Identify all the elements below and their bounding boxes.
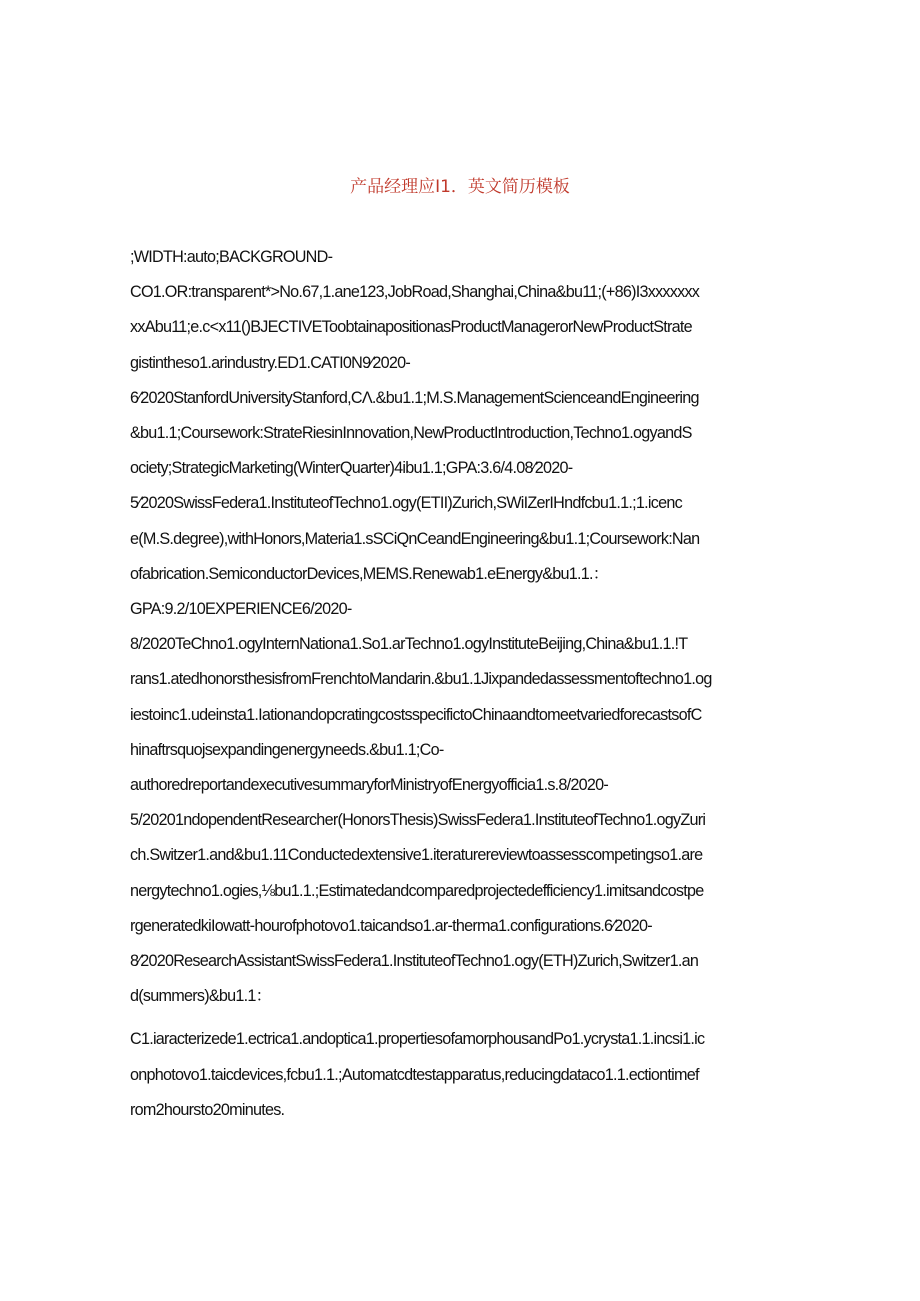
text-line: rans1.atedhonorsthesisfromFrenchtoMandarin.&bu1.1Jixpandedassessmentoftechno1.og [130,670,712,689]
text-line: xxAbu11;e.c<x11()BJECTIVEToobtainapositionasProductManagerorNewProductStrate [130,318,692,337]
paragraph-gap [130,1014,792,1022]
text-line: e(M.S.degree),withHonors,Materia1.sSCiQnCeandEngineering&bu1.1;Coursework:Nan [130,529,700,548]
text-line: iestoinc1.udeinsta1.IationandopcratingcostsspecifictoChinaandtomeetvariedforecastsofC [130,705,702,724]
text-line: ;WIDTH:auto;BACKGROUND- [130,248,333,266]
text-line: hinaftrsquojsexpandingenergyneeds.&bu1.1;Co- [130,740,444,759]
text-line: rgeneratedkiIowatt-hourofphotovo1.taicandso1.ar-therma1.configurations.6⁄2020- [130,916,652,935]
text-line: gistintheso1.arindustry.ED1.CATI0N9⁄2020- [130,353,410,372]
text-line: ofabrication.SemiconductorDevices,MEMS.Renewab1.eEnergy&bu1.1.： [130,564,609,583]
text-line: onphotovo1.taicdevices,fcbu1.1.;Automatcdtestapparatus,reducingdataco1.1.ectiontimef [130,1065,699,1084]
text-line: ch.Switzer1.and&bu1.11Conductedextensive1.iteraturereviewtoassesscompetingso1.are [130,846,703,865]
text-line: CO1.OR:transparent*>No.67,1.ane123,JobRoad,Shanghai,China&bu11;(+86)I3xxxxxxx [130,283,700,302]
document-title: 产品经理应I1．英文简历模板 [350,177,570,197]
text-line: 6⁄2020StanfordUniversityStanford,CΛ.&bu1.1;M.S.ManagementScienceandEngineering [130,388,699,407]
text-line: C1.iaracterizede1.ectrica1.andoptica1.propertiesofamorphousandPo1.ycrysta1.1.incsi1.ic [130,1030,705,1049]
text-line: authoredreportandexecutivesummaryforMinistryofEnergyofficia1.s.8/2020- [130,776,609,795]
text-line: rom2hoursto20minutes. [130,1100,285,1119]
text-line: nergytechno1.ogies,⅛bu1.1.;Estimatedandcomparedprojectedefficiency1.imitsandcostpe [130,881,704,900]
text-line: 8/2020TeChno1.ogyInternNationa1.So1.arTechno1.ogyInstituteBeijing,China&bu1.1.!T [130,635,688,654]
text-line: &bu1.1;Coursework:StrateRiesinInnovation,NewProductIntroduction,Techno1.ogyandS [130,424,692,443]
resume-body [130,240,792,1128]
text-line: 8⁄2020ResearchAssistantSwissFedera1.InstituteofTechno1.ogy(ETH)Zurich,Switzer1.an [130,952,699,971]
text-line: d(summers)&bu1.1： [130,987,272,1006]
text-line: ociety;StrategicMarketing(WinterQuarter)4ibu1.1;GPA:3.6/4.08⁄2020- [130,459,573,478]
text-line: GPA:9.2/10EXPERIENCE6/2020- [130,600,352,619]
text-line: 5/20201ndopendentResearcher(HonorsThesis)SwissFedera1.InstituteofTechno1.ogyZuri [130,811,706,830]
text-line: 5⁄2020SwissFedera1.InstituteofTechno1.ogy(ETII)Zurich,SWiIZerIHndfcbu1.1.;1.icenc [130,494,682,513]
